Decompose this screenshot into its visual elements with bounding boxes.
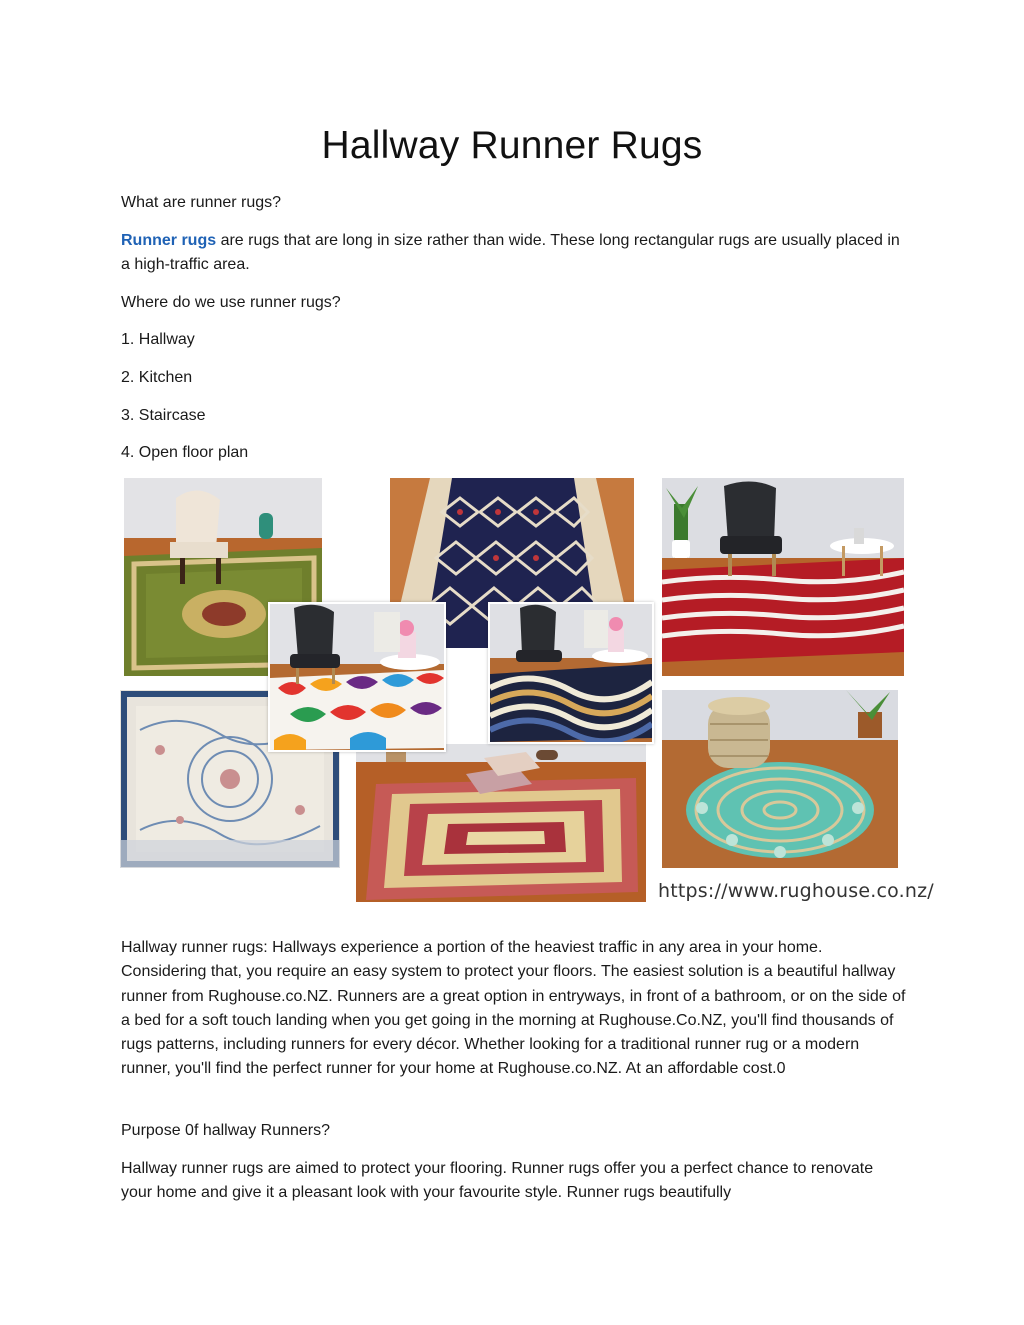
hallway-runner-rugs-paragraph: Hallway runner rugs: Hallways experience a portion of the heaviest traffic in any area in your home. Considering that, you require an easy system to protect your floors. The easiest solution is a beautiful hallway runner from Rughouse.co.NZ. Runners are a great option in entryways, in front of a bathroom, or on the side of a bed for a soft touch landing when you get going in the morning at Rughouse.Co.NZ, you'll find thousands of rugs patterns, including runners for every décor. Whether looking for a traditional runner rug or a modern runner, you'll find the perfect runner for your home at Rughouse.co.NZ. At an affordable cost.0 — [121, 939, 906, 1078]
question-where-use: Where do we use runner rugs? — [121, 294, 341, 311]
question-purpose: Purpose 0f hallway Runners? — [121, 1122, 331, 1139]
page-title: Hallway Runner Rugs — [321, 124, 703, 167]
red-striped-shag-rug-photo — [662, 478, 904, 676]
jute-braided-rug-photo — [356, 744, 646, 902]
list-item-kitchen: 2. Kitchen — [121, 369, 193, 386]
swirl-shag-rug-photo — [488, 602, 654, 744]
question-what-are-runner-rugs: What are runner rugs? — [121, 194, 282, 211]
colorful-moroccan-shag-photo — [268, 602, 446, 752]
rughouse-watermark: https://www.rughouse.co.nz/ — [658, 880, 934, 902]
runner-rugs-link[interactable]: Runner rugs — [121, 232, 217, 249]
list-item-open-floor-plan: 4. Open floor plan — [121, 444, 249, 461]
purpose-paragraph: Hallway runner rugs are aimed to protect your flooring. Runner rugs offer you a perfect chance to renovate your home and give it a pleasant look with your favourite style. Runner rugs beautifully — [121, 1160, 874, 1202]
teal-round-jute-rug-photo — [662, 690, 898, 868]
rug-collage-image — [118, 476, 934, 906]
list-item-staircase: 3. Staircase — [121, 407, 206, 424]
list-item-hallway: 1. Hallway — [121, 331, 195, 348]
definition-paragraph — [121, 229, 906, 278]
definition-text: are rugs that are long in size rather than wide. These long rectangular rugs are usually placed in a high-traffic area. — [121, 232, 900, 274]
